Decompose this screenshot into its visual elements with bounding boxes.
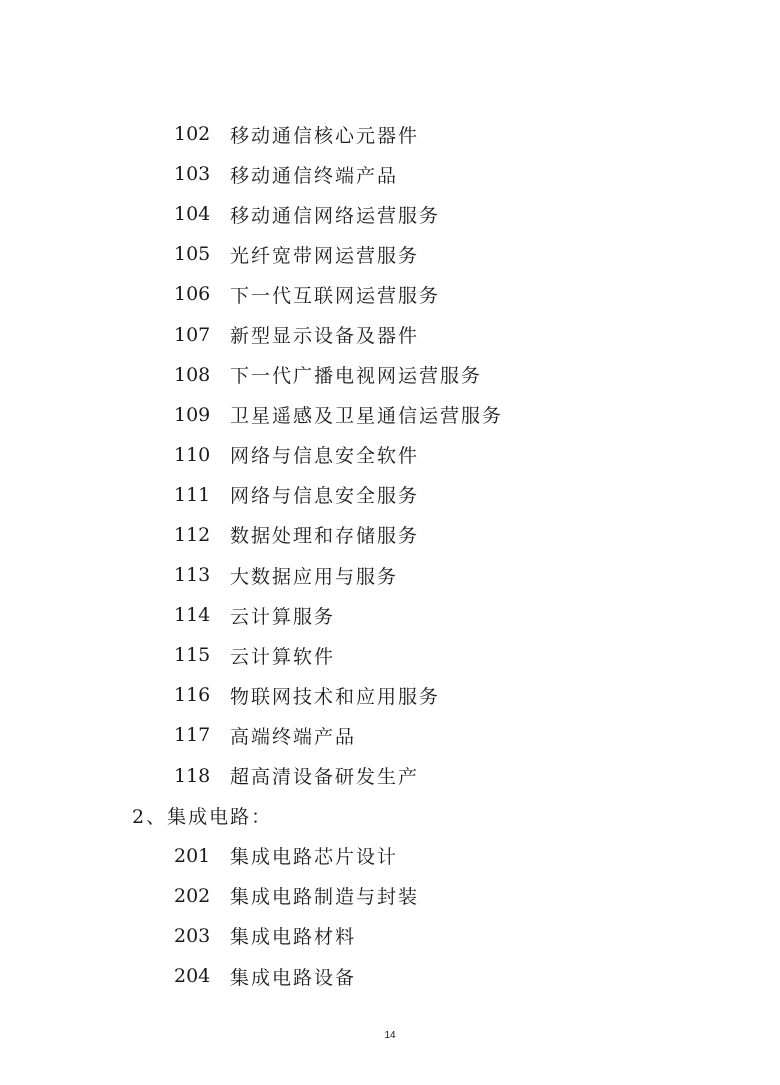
item-label: 光纤宽带网运营服务 xyxy=(230,244,420,267)
item-label: 云计算服务 xyxy=(230,605,336,628)
item-code: 103 xyxy=(174,163,211,186)
list-item xyxy=(0,836,780,876)
list-item xyxy=(0,555,780,595)
page-number: 14 xyxy=(384,1030,396,1041)
item-label: 下一代广播电视网运营服务 xyxy=(230,365,483,388)
list-item xyxy=(0,154,780,194)
item-label: 物联网技术和应用服务 xyxy=(230,685,441,708)
item-label: 集成电路芯片设计 xyxy=(230,846,399,869)
item-label: 网络与信息安全软件 xyxy=(230,445,420,468)
item-label: 网络与信息安全服务 xyxy=(230,485,420,508)
item-label: 卫星遥感及卫星通信运营服务 xyxy=(230,405,504,428)
item-label: 移动通信网络运营服务 xyxy=(230,204,441,227)
list-item xyxy=(0,274,780,314)
item-label: 集成电路材料 xyxy=(230,926,357,949)
item-code: 107 xyxy=(174,323,211,346)
list-item xyxy=(0,314,780,354)
list-item xyxy=(0,756,780,796)
item-code: 116 xyxy=(174,684,211,707)
item-code: 111 xyxy=(174,483,211,506)
item-code: 202 xyxy=(174,884,211,907)
item-code: 201 xyxy=(174,844,211,867)
item-code: 109 xyxy=(174,403,211,426)
item-code: 113 xyxy=(174,564,211,587)
item-code: 114 xyxy=(174,604,211,627)
item-code: 110 xyxy=(174,443,211,466)
item-label: 下一代互联网运营服务 xyxy=(230,284,441,307)
list-item xyxy=(0,916,780,956)
item-label: 集成电路设备 xyxy=(230,966,357,989)
item-label: 新型显示设备及器件 xyxy=(230,325,420,348)
item-label: 云计算软件 xyxy=(230,645,336,668)
item-label: 大数据应用与服务 xyxy=(230,565,399,588)
item-code: 204 xyxy=(174,965,211,988)
list-item xyxy=(0,515,780,555)
item-code: 105 xyxy=(174,243,211,266)
item-code: 118 xyxy=(174,764,211,787)
item-code: 115 xyxy=(174,644,211,667)
list-item xyxy=(0,475,780,515)
list-item xyxy=(0,956,780,996)
item-label: 移动通信终端产品 xyxy=(230,164,399,187)
section-heading xyxy=(0,796,780,836)
item-label: 数据处理和存储服务 xyxy=(230,525,420,548)
list-item xyxy=(0,675,780,715)
item-code: 106 xyxy=(174,283,211,306)
item-code: 108 xyxy=(174,363,211,386)
list-item xyxy=(0,595,780,635)
item-label: 高端终端产品 xyxy=(230,725,357,748)
list-item xyxy=(0,876,780,916)
item-code: 104 xyxy=(174,203,211,226)
item-code: 117 xyxy=(174,724,211,747)
item-label: 集成电路制造与封装 xyxy=(230,886,420,909)
list-item xyxy=(0,194,780,234)
section-heading-label: 2、集成电路： xyxy=(132,806,273,829)
list-item xyxy=(0,114,780,154)
item-code: 102 xyxy=(174,123,211,146)
list-item xyxy=(0,355,780,395)
item-label: 超高清设备研发生产 xyxy=(230,766,420,789)
list-item xyxy=(0,234,780,274)
item-label: 移动通信核心元器件 xyxy=(230,124,420,147)
list-item xyxy=(0,435,780,475)
list-item xyxy=(0,635,780,675)
category-list xyxy=(0,114,780,996)
list-item xyxy=(0,395,780,435)
item-code: 112 xyxy=(174,523,211,546)
list-item xyxy=(0,715,780,755)
item-code: 203 xyxy=(174,924,211,947)
